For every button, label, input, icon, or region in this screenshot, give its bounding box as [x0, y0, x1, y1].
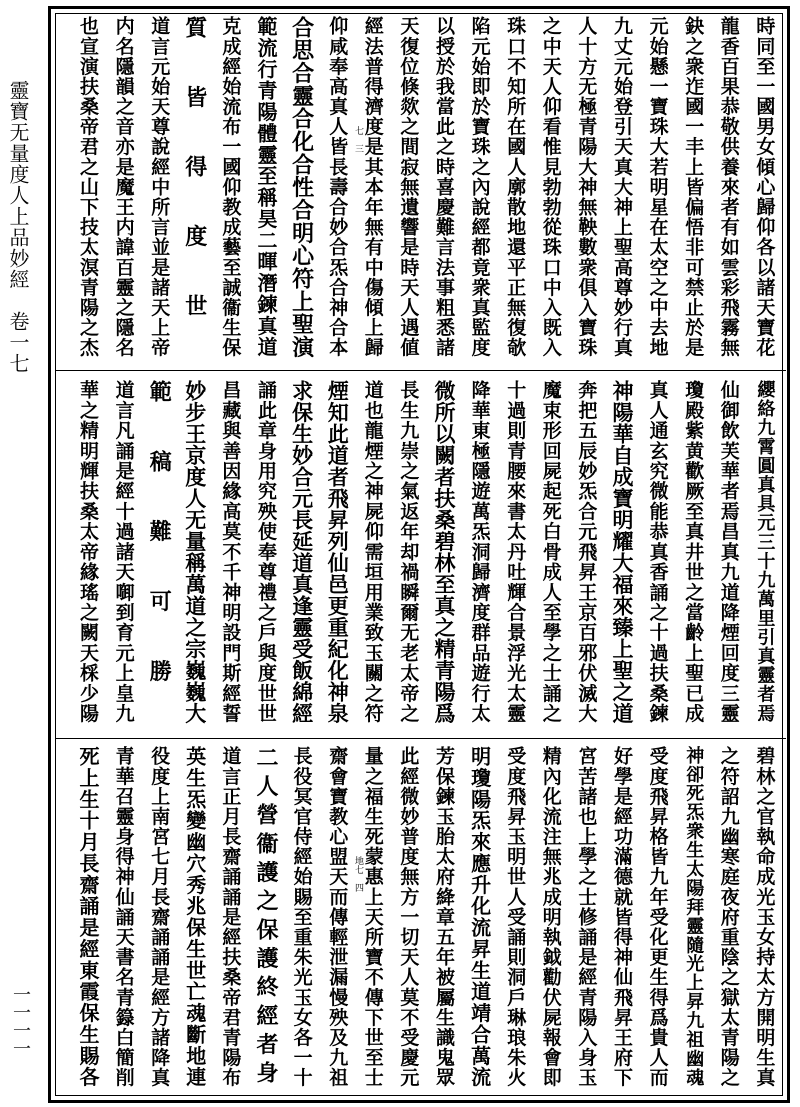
text-column: 克成經始流布一國仰教成藝至誠衞生保 [219, 16, 242, 358]
text-column: 道言凡誦是經十過諸天啣到育元上皇九 [112, 380, 135, 724]
text-column: 經法普得濟度是其本年無有中傷傾上歸 [361, 16, 384, 358]
text-column: 誦此章身用究殃使奉尊禮之戶與度世世 [255, 380, 277, 724]
text-column: 受度飛昇格皆九年受化更生得爲貴人而 [646, 746, 669, 1088]
text-column: 微所以闕者扶桑碧林至真之精青陽爲 [432, 380, 457, 724]
text-block-middle [62, 380, 782, 732]
text-column: 道言正月長齋誦誦是經扶桑帝君青陽布 [219, 746, 242, 1088]
text-column: 長生九崇之氣返年却禍瞬爾无老太帝之 [397, 380, 420, 724]
text-column: 以授於我當此之時喜慶難言法事粗悉諸 [433, 16, 455, 358]
text-column: 神陽華自成寶明耀大福來臻上聖之道 [610, 380, 635, 724]
folio-note: 七 三 [353, 126, 363, 153]
text-column: 質皆得度世 [181, 16, 208, 364]
text-column: 之符詔九幽寒庭夜府重陰之獄太青陽之 [717, 746, 740, 1088]
block-divider-2 [56, 738, 786, 739]
text-column: 二人營衞護之保護終經者身 [253, 746, 279, 1090]
text-column: 華之精明輝扶桑太帝緣瑤之闕天棌少陽 [77, 380, 99, 724]
text-column: 陷元始即於寶珠之內說經都竟衆真監度 [468, 16, 491, 358]
text-column: 範稿難可勝 [146, 380, 173, 730]
text-column: 九丈元始登引天真大神上聖高尊妙行真 [611, 16, 633, 358]
text-column: 十過則青腰來書太丹吐輝合景浮光太靈 [504, 380, 527, 724]
text-column: 珠口不知所在國人廓散地還平正無復欹 [504, 16, 527, 358]
text-column: 也宣演扶桑帝君之山下技太溟青陽之杰 [77, 16, 99, 358]
text-column: 之中天人仰看惟見勃勃從珠口中入既入 [539, 16, 562, 358]
block-divider-1 [56, 370, 786, 371]
text-column: 奔把五辰妙炁合元飛昇王京百邪伏滅大 [575, 380, 598, 724]
text-column: 青華召靈身得神仙誦天書名青籙白簡削 [112, 746, 135, 1088]
text-block-upper [62, 16, 782, 366]
text-column: 範流行青陽體靈至稱昊二暉潛鍊真道 [254, 16, 278, 358]
text-column: 宮苦諸也上學之士修誦是經青陽入身玉 [575, 746, 598, 1088]
text-column: 降華東極隱遊萬炁洞歸濟度群品遊行太 [468, 380, 491, 724]
text-column: 人十方无極青陽大神無鞅數衆俱入寶珠 [575, 16, 598, 358]
text-column: 受度飛昇玉明世人受誦則洞戶琳琅朱火 [504, 746, 527, 1088]
text-column: 時同至一國男女傾心歸仰各以諸天寶花 [753, 16, 776, 358]
text-column: 煙知此道者飛昇列仙邑更重紀化神泉 [325, 380, 351, 724]
text-column: 道言元始天尊說經中所言並是諸天上帝 [148, 16, 171, 358]
text-column: 内名隱韻之音亦是魔王内諱百靈之隱名 [112, 16, 135, 358]
text-column: 真人通玄究微能恭真香誦之十過扶桑鍊 [646, 380, 669, 724]
text-column: 精內化流注無兆成明執鉞勸伏屍報會即 [539, 746, 562, 1088]
text-column: 鈌之衆迮國一丰上皆偏悟非可禁止於是 [682, 16, 705, 358]
text-column: 仙御飲芙華者焉昌真九道降煙回度三靈 [717, 380, 740, 724]
text-column: 纓絡九霄圓真具元三十九萬里引真靈者焉 [754, 380, 776, 723]
text-column: 天復位倏欻之間寂無遺響是時天人遇値 [397, 16, 420, 358]
text-column: 明瓊陽炁來應升化流昇生道靖合萬流 [467, 746, 492, 1088]
text-column: 芳保鍊玉胎太府絳章五年被屬生識鬼眾 [433, 746, 455, 1088]
text-column: 齋會寶教心盟天而傳輕泄漏慢殃及九祖 [326, 746, 349, 1088]
text-column: 英生炁變幽穴秀兆保生世亡魂斷地連 [182, 746, 207, 1088]
text-column: 魔束形回屍起死白骨成人至學之士誦之 [539, 380, 562, 724]
text-column: 合思合靈合化合性合明心符上聖演 [288, 16, 315, 359]
text-column: 昌藏與善因緣高莫不千神明設門斯經誓 [219, 380, 242, 724]
text-column: 瓊殿紫黄歡厥至真井世之當齡上聖已成 [682, 380, 705, 724]
folio-note: 地七 四 [353, 856, 363, 892]
margin-page-number: 一一一一 [10, 985, 31, 1057]
text-column: 道也龍煙之神屍仰需垣用業致玉關之符 [361, 380, 384, 724]
margin-title: 靈寶无量度人上品妙經 卷一七 [6, 80, 30, 374]
text-column: 長役冥官侍經始賜至重朱光玉女各一十 [290, 746, 313, 1088]
text-column: 仰咸奉高真人皆長壽合妙合炁合神合本 [326, 16, 349, 358]
text-block-lower [62, 746, 782, 1096]
text-column: 量之福生死蒙惠上天所寶不傳下世至士 [361, 746, 384, 1088]
text-column: 龍香百果恭敬供養來者有如雲彩飛霧無 [717, 16, 740, 358]
text-column: 妙步王京度人无量稱萬道之宗巍巍大 [182, 380, 208, 724]
text-column: 神卻死炁衆生太陽拜靈隨光上昇九祖幽魂 [683, 746, 705, 1087]
text-column: 好學是經功滿德就皆得神仙飛昇王府下 [611, 746, 633, 1088]
text-column: 元始懸一寶珠大若明星在太空之中去地 [646, 16, 669, 358]
text-column: 此經微妙普度無方一切天人莫不受慶元 [397, 746, 420, 1088]
text-column: 求保生妙合元長延道真逢靈受飯綿經 [289, 380, 315, 724]
text-column: 碧林之官執命成光玉女持太方開明生真 [753, 746, 776, 1088]
text-column: 役度上南宮七月長齋誦誦是經方諸降真 [148, 746, 171, 1088]
text-column: 死上生十月長齋誦是經東霞保生賜各 [76, 746, 100, 1088]
